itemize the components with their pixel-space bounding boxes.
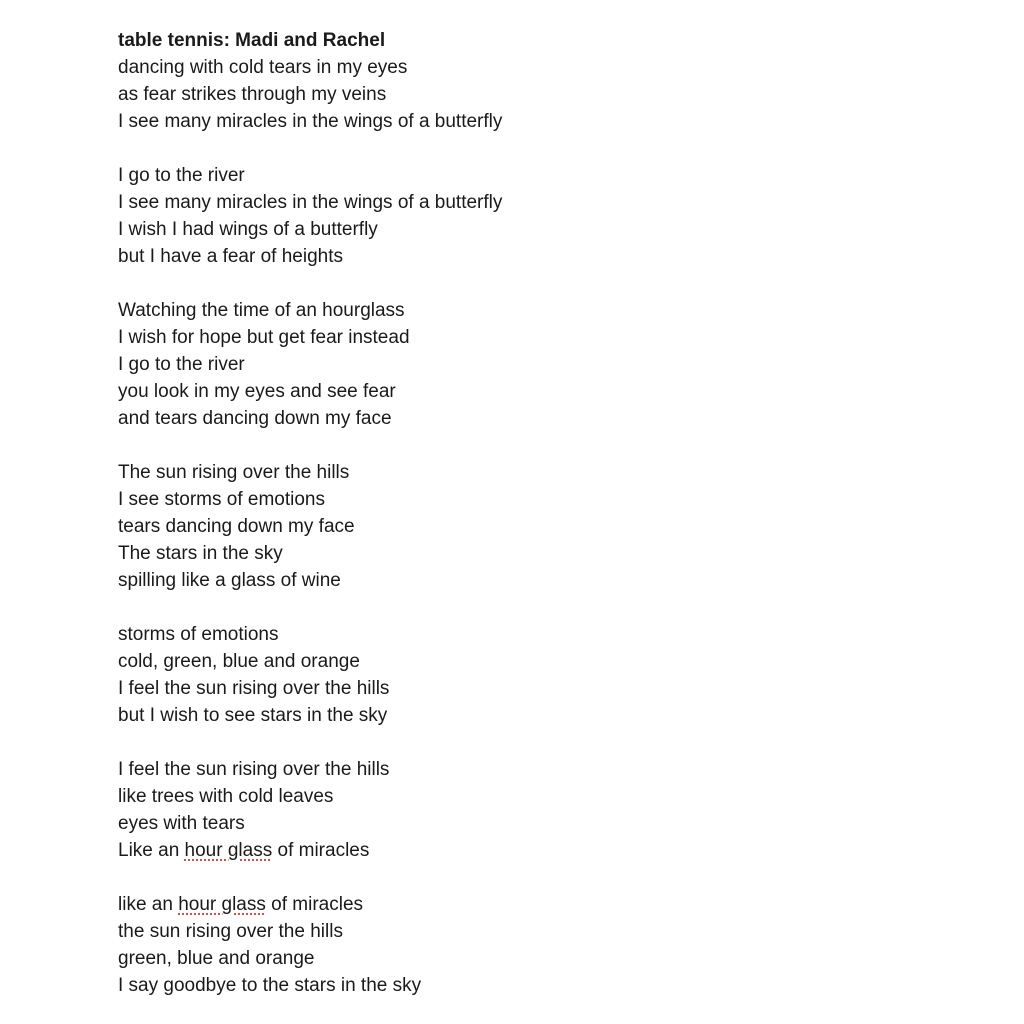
poem-line: I wish for hope but get fear instead <box>118 327 410 348</box>
spellcheck-flagged-word[interactable]: hour glass <box>178 894 266 915</box>
poem-line: cold, green, blue and orange <box>118 651 360 672</box>
document-page <box>118 27 978 999</box>
poem-line: I wish I had wings of a butterfly <box>118 219 378 240</box>
stanza-5 <box>118 621 978 729</box>
stanza-6 <box>118 756 978 864</box>
stanza-2 <box>118 162 978 270</box>
poem-line: Watching the time of an hourglass <box>118 300 405 321</box>
spellcheck-flagged-word[interactable]: hour glass <box>184 840 273 861</box>
stanza-7 <box>118 891 978 999</box>
poem-line: green, blue and orange <box>118 948 315 969</box>
poem-line: I say goodbye to the stars in the sky <box>118 975 422 996</box>
poem-line: The sun rising over the hills <box>118 462 350 483</box>
poem-line: the sun rising over the hills <box>118 921 343 942</box>
poem-line: I see storms of emotions <box>118 489 325 510</box>
poem-title: table tennis: Madi and Rachel <box>118 30 386 51</box>
poem-line: dancing with cold tears in my eyes <box>118 57 408 78</box>
poem-line: storms of emotions <box>118 624 279 645</box>
poem-line: The stars in the sky <box>118 543 283 564</box>
poem-line: I see many miracles in the wings of a butterfly <box>118 111 503 132</box>
poem-line: I see many miracles in the wings of a butterfly <box>118 192 503 213</box>
poem-line: but I have a fear of heights <box>118 246 343 267</box>
poem-line: I go to the river <box>118 165 245 186</box>
stanza-1 <box>118 54 978 135</box>
poem-line-with-spellcheck: Like an hour glass of miracles <box>118 840 370 861</box>
stanza-4 <box>118 459 978 594</box>
poem-line: you look in my eyes and see fear <box>118 381 396 402</box>
poem-line: spilling like a glass of wine <box>118 570 341 591</box>
poem-line: and tears dancing down my face <box>118 408 392 429</box>
poem-line: I go to the river <box>118 354 245 375</box>
stanza-3 <box>118 297 978 432</box>
poem-line: like trees with cold leaves <box>118 786 334 807</box>
poem-line: as fear strikes through my veins <box>118 84 387 105</box>
poem-line: eyes with tears <box>118 813 245 834</box>
poem-line: but I wish to see stars in the sky <box>118 705 388 726</box>
poem-line: I feel the sun rising over the hills <box>118 759 390 780</box>
poem-line: tears dancing down my face <box>118 516 355 537</box>
poem-line-with-spellcheck: like an hour glass of miracles <box>118 894 364 915</box>
poem-line: I feel the sun rising over the hills <box>118 678 390 699</box>
